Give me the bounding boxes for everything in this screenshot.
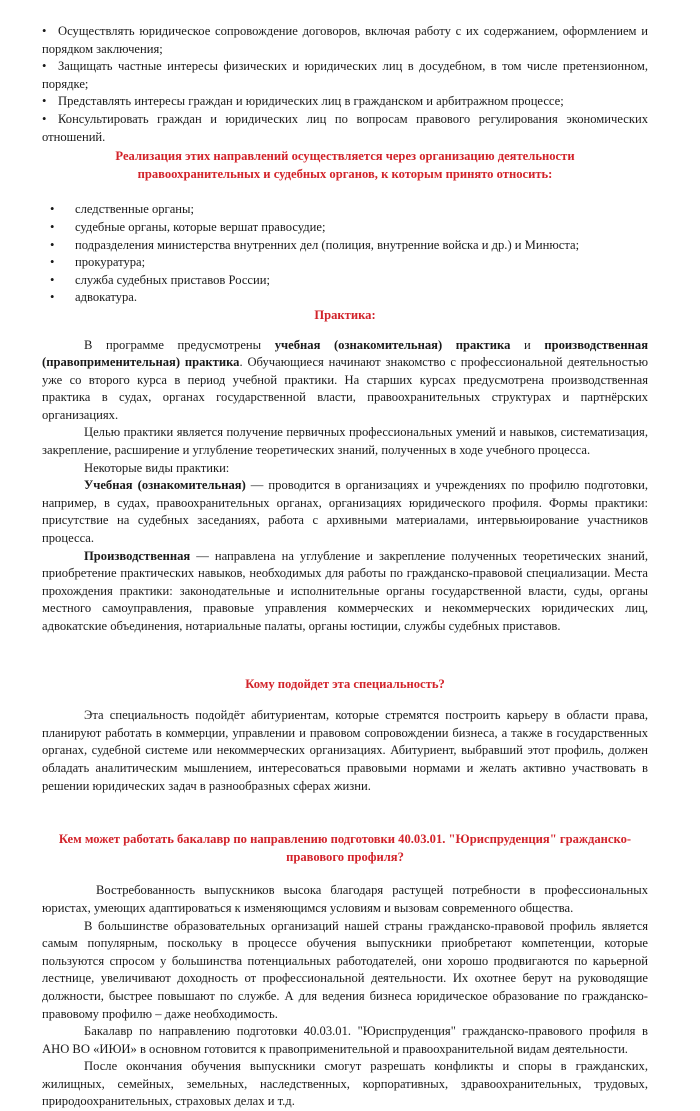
list-item: • Представлять интересы граждан и юридических лиц в гражданском и арбитражном процессе; — [42, 93, 648, 111]
bullet-icon: • — [42, 94, 47, 109]
duties-list — [42, 23, 648, 146]
realization-heading: Реализация этих направлений осуществляется через организацию деятельности правоохранительных и судебных органов, к которым принято относить: — [115, 149, 575, 181]
list-item: • адвокатура. — [50, 289, 648, 307]
suits-heading: Кому подойдет эта специальность? — [245, 676, 445, 691]
bullet-icon: • — [42, 111, 47, 126]
career-bachelor: Бакалавр по направлению подготовки 40.03.01. "Юриспруденция" гражданско-правового профиля в АНО ВО «ИЮИ» в основном готовится к правоприменительной и правоохранительной видам деятельности. — [42, 1024, 648, 1056]
practice-educational: Учебная (ознакомительная) — проводится в организациях и учреждениях по профилю подготовки, например, в судах, правоохранительных органах, организациях юридического профиля. Формы практики: присутствие на судебных заседаниях, работа с архивными материалами, интервьюирование участников процесса. — [42, 478, 648, 546]
bullet-icon: • — [42, 24, 47, 38]
practice-types-intro: Некоторые виды практики: — [84, 460, 230, 475]
practice-intro: В программе предусмотрены учебная (ознакомительная) практика и производственная (правоприменительная) практика. Обучающиеся начинают знакомство с профессиональной деятельностью уже со второго курса в период учебной практики. На старших курсах предусмотрена производственная практика в судах, органах государственной власти, правоохранительных структурах и партнёрских организациях. — [42, 337, 649, 422]
career-popularity: В большинстве образовательных организаций нашей страны гражданско-правовой профиль является самым популярным, поскольку в процессе обучения выпускники приобретают компетенции, которые пользуются спросом у большинства потенциальных работодателей, они хорошо продвигаются по карьерной лестнице, увеличивают доходность от профессиональной деятельности. Их охотнее берут на руководящие должности, быстрее повышают по службе. А для ведения бизнеса юридическое образование по гражданско-правовому профилю – даже необходимость. — [42, 918, 648, 1021]
bullet-icon: • — [42, 59, 47, 74]
career-demand: Востребованность выпускников высока благодаря растущей потребности в профессиональных юристах, умеющих адаптироваться к изменяющимся условиям и вызовам современного общества. — [42, 883, 648, 915]
practice-production: Производственная — направлена на углубление и закрепление полученных теоретических знаний, приобретение практических навыков, необходимых для работы по гражданско-правовой специализации. Места прохождения практики: законодательные и исполнительные органы государственной власти, суды, органы местного самоуправления, правовые управления коммерческих и некоммерческих юридических лиц, адвокатские объединения, нотариальные палаты, органы юстиции, службы судебных приставов. — [42, 548, 648, 633]
career-heading: Кем может работать бакалавр по направлению подготовки 40.03.01. "Юриспруденция" гражданско- правового профиля? — [58, 832, 632, 864]
practice-heading: Практика: — [314, 307, 376, 322]
practice-goal: Целью практики является получение первичных профессиональных умений и навыков, систематизация, закрепление, расширение и углубление теоретических знаний, полученных в ходе учебного процесса. — [42, 425, 648, 458]
list-item: • прокуратура; — [50, 254, 648, 272]
list-item: • Осуществлять юридическое сопровождение договоров, включая работу с их содержанием, оформлением и порядком заключения; — [42, 24, 648, 56]
list-item: • судебные органы, которые вершат правосудие; — [50, 219, 648, 237]
list-item: • Консультировать граждан и юридических лиц по вопросам правового регулирования экономических отношений. — [42, 111, 648, 144]
suits-text: Эта специальность подойдёт абитуриентам, которые стремятся построить карьеру в области права, планируют работать в коммерции, управлении и правовом сопровождении бизнеса, а также в государственных органах, судебной системе или некоммерческих организациях. Абитуриент, выбравший этот профиль, должен обладать аналитическим мышлением, интересоваться правовыми нормами и желать активно участвовать в решении юридических задач в разнообразных сферах жизни. — [42, 708, 648, 793]
list-item: • Защищать частные интересы физических и юридических лиц в досудебном, в том числе претензионном, порядке; — [42, 59, 648, 91]
career-disputes: После окончания обучения выпускники смогут разрешать конфликты и споры в гражданских, жилищных, семейных, земельных, наследственных, корпоративных, здравоохранительных, трудовых, природоохранительных, страховых делах и т.д. — [42, 1059, 648, 1109]
organs-list — [42, 201, 648, 307]
list-item: • следственные органы; — [50, 201, 648, 219]
list-item: • служба судебных приставов России; — [50, 272, 648, 290]
list-item: • подразделения министерства внутренних дел (полиция, внутренние войска и др.) и Минюста; — [50, 237, 648, 255]
